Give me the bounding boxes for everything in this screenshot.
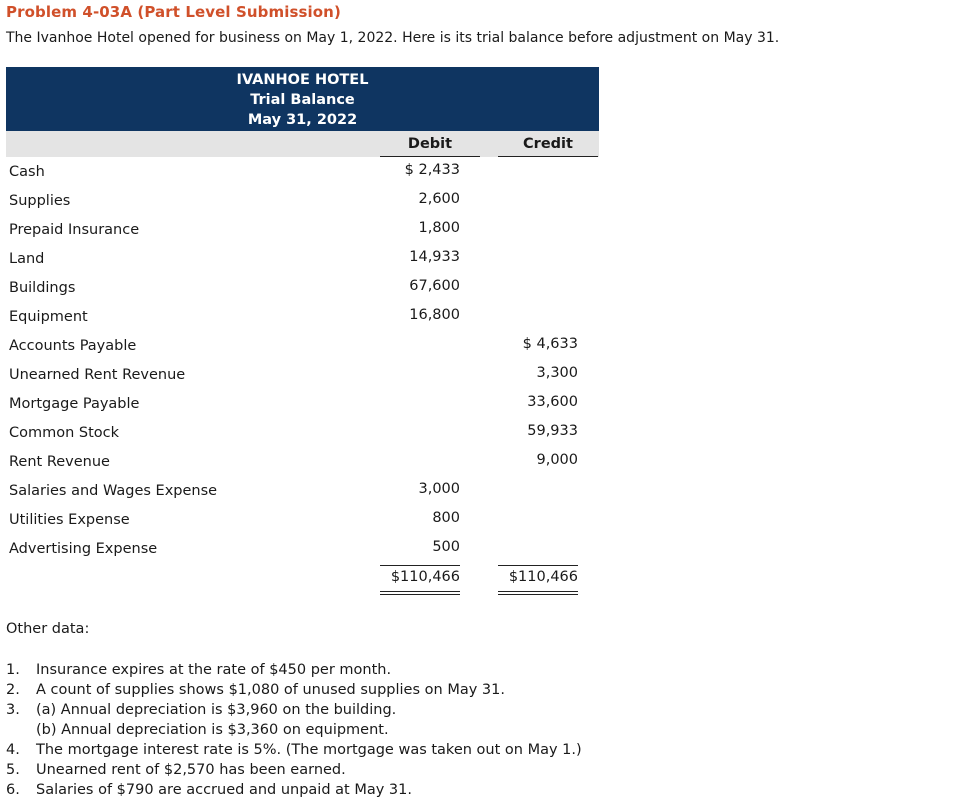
account-label: Cash xyxy=(9,164,45,180)
debit-amount: 14,933 xyxy=(409,249,460,265)
debit-column-header: Debit xyxy=(407,136,453,152)
statement-date: May 31, 2022 xyxy=(247,112,358,128)
note-number: 6. xyxy=(6,782,20,798)
debit-double-underline xyxy=(380,594,460,595)
debit-amount: 16,800 xyxy=(409,307,460,323)
credit-amount: $ 4,633 xyxy=(522,336,578,352)
account-label: Salaries and Wages Expense xyxy=(9,483,218,499)
debit-total: $110,466 xyxy=(390,569,460,585)
debit-header-underline xyxy=(380,156,480,157)
note-text: A count of supplies shows $1,080 of unused supplies on May 31. xyxy=(36,682,505,698)
company-name: IVANHOE HOTEL xyxy=(236,72,369,88)
note-text: Salaries of $790 are accrued and unpaid at May 31. xyxy=(36,782,412,798)
note-number: 1. xyxy=(6,662,20,678)
account-label: Common Stock xyxy=(9,425,120,441)
credit-amount: 9,000 xyxy=(536,452,578,468)
note-number: 2. xyxy=(6,682,20,698)
debit-total-rule xyxy=(380,565,460,566)
credit-total: $110,466 xyxy=(508,569,578,585)
note-text: (b) Annual depreciation is $3,360 on equipment. xyxy=(36,722,389,738)
debit-amount: 67,600 xyxy=(409,278,460,294)
note-text: The mortgage interest rate is 5%. (The mortgage was taken out on May 1.) xyxy=(36,742,582,758)
debit-amount: 2,600 xyxy=(418,191,460,207)
debit-amount: 3,000 xyxy=(418,481,460,497)
debit-amount: $ 2,433 xyxy=(404,162,460,178)
credit-amount: 3,300 xyxy=(536,365,578,381)
other-data-heading: Other data: xyxy=(6,621,90,637)
credit-amount: 59,933 xyxy=(527,423,578,439)
debit-amount: 800 xyxy=(432,510,460,526)
debit-double-underline xyxy=(380,591,460,592)
credit-header-underline xyxy=(498,156,598,157)
account-label: Buildings xyxy=(9,280,76,296)
note-number: 4. xyxy=(6,742,20,758)
account-label: Rent Revenue xyxy=(9,454,110,470)
note-text: Insurance expires at the rate of $450 per month. xyxy=(36,662,392,678)
debit-amount: 500 xyxy=(432,539,460,555)
account-label: Unearned Rent Revenue xyxy=(9,367,186,383)
account-label: Accounts Payable xyxy=(9,338,137,354)
problem-intro: The Ivanhoe Hotel opened for business on May 1, 2022. Here is its trial balance before adjustment on May 31. xyxy=(6,30,780,46)
debit-amount: 1,800 xyxy=(418,220,460,236)
note-number: 3. xyxy=(6,702,20,718)
note-text: (a) Annual depreciation is $3,960 on the building. xyxy=(36,702,397,718)
account-label: Utilities Expense xyxy=(9,512,130,528)
credit-double-underline xyxy=(498,594,578,595)
account-label: Land xyxy=(9,251,45,267)
account-label: Supplies xyxy=(9,193,71,209)
note-number: 5. xyxy=(6,762,20,778)
trial-balance-header xyxy=(6,67,599,131)
note-text: Unearned rent of $2,570 has been earned. xyxy=(36,762,346,778)
problem-title: Problem 4-03A (Part Level Submission) xyxy=(6,3,341,21)
account-label: Advertising Expense xyxy=(9,541,158,557)
statement-name: Trial Balance xyxy=(250,92,355,108)
account-label: Prepaid Insurance xyxy=(9,222,140,238)
credit-amount: 33,600 xyxy=(527,394,578,410)
account-label: Equipment xyxy=(9,309,88,325)
credit-column-header: Credit xyxy=(523,136,573,152)
credit-total-rule xyxy=(498,565,578,566)
account-label: Mortgage Payable xyxy=(9,396,140,412)
credit-double-underline xyxy=(498,591,578,592)
